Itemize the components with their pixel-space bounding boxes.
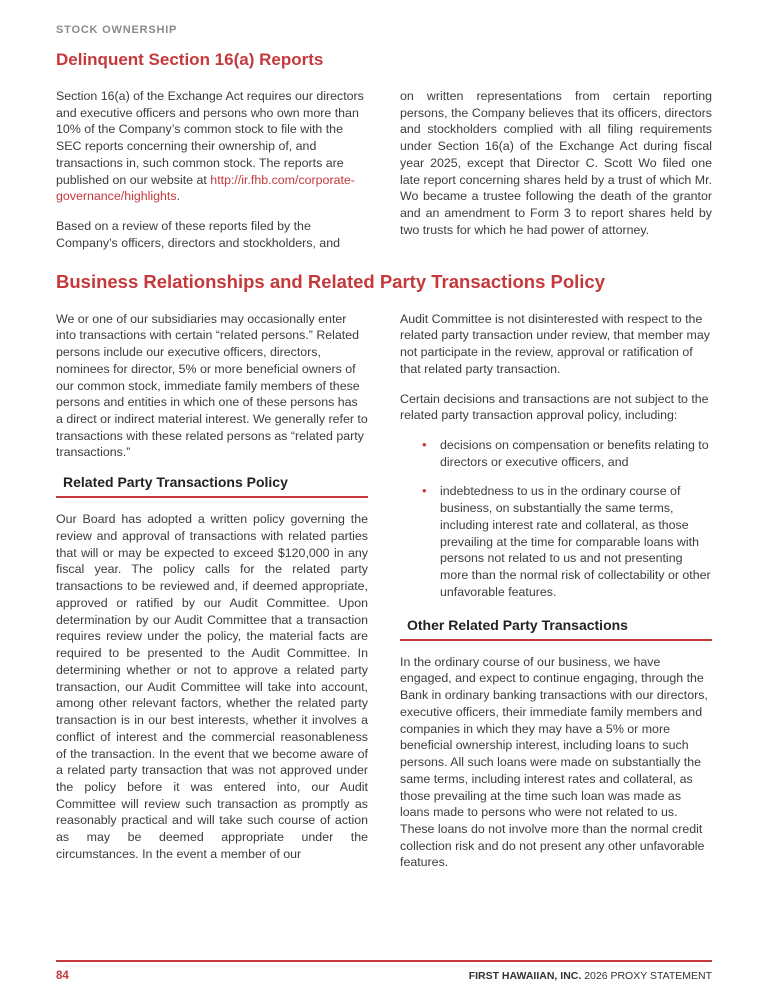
section16-paragraph-3: on written representations from certain reporting persons, the Company believes that its officers, directors and stockholders complied with all filing requirements under Section 16(a) of the Exchange Act during fiscal year 2025, except that Director C. Scott Wo filed one late report concerning shares held by a trust of which Mr. Wo became a trustee following the death of the grantor and an amendment to Form 3 to report shares held by two trusts for which he had power of attorney.	[400, 89, 712, 237]
exceptions-intro-paragraph: Certain decisions and transactions are not subject to the related party transaction approval policy, including:	[400, 391, 709, 423]
page-footer	[56, 960, 712, 982]
related-intro-paragraph: We or one of our subsidiaries may occasionally enter into transactions with certain “related persons.” Related persons include our executive officers, directors, nominees for director, 5% or more beneficial owners of our common stock, immediate family members of these persons and entities in which one of these persons has a direct or indirect material interest. We generally refer to transactions with these related persons as “related party transactions.”	[56, 311, 368, 460]
bullet-icon: •	[422, 437, 427, 453]
section16-paragraph-1-suffix: .	[176, 189, 181, 204]
audit-committee-paragraph: Audit Committee is not disinterested with respect to the related party transaction under review, that member may not participate in the review, approval or ratification of that related party transaction.	[400, 311, 710, 376]
exceptions-bullet-list	[400, 437, 712, 601]
other-related-party-paragraph: In the ordinary course of our business, we have engaged, and expect to continue engaging, through the Bank in ordinary banking transactions with our directors, executive officers, their immediate family members and companies in which they may have a 5% or more beneficial ownership interest, including loans to such persons. All such loans were made on substantially the same terms, including interest rates and collateral, as those prevailing at the time such loan was made as loans made to persons who were not related to us. These loans do not involve more than the normal credit collection risk and do not present any other unfavorable features.	[400, 654, 708, 870]
footer-document-title	[469, 970, 712, 982]
heading-business-relationships: Business Relationships and Related Party Transactions Policy	[56, 270, 606, 292]
bullet-icon: •	[422, 483, 427, 499]
section16-paragraph-2: Based on a review of these reports filed by the Company’s officers, directors and stockholders, and	[56, 219, 340, 250]
heading-delinquent-section-16a: Delinquent Section 16(a) Reports	[56, 50, 324, 69]
section-eyebrow: STOCK OWNERSHIP	[56, 24, 178, 36]
bullet-item-text: indebtedness to us in the ordinary course of business, on substantially the same terms, including interest rate and collateral, as those prevailing at the time for comparable loans with persons not related to us and not presenting more than the normal risk of collectability or other unfavorable features.	[440, 484, 711, 599]
section16-paragraph-1-text: Section 16(a) of the Exchange Act requires our directors and executive officers and persons who own more than 10% of the Company’s common stock to file with the SEC reports concerning their ownership of, and transactions in, such common stock. The reports are published on our website at	[56, 89, 364, 187]
footer-doc-name: 2026 PROXY STATEMENT	[581, 970, 712, 982]
related-right-column	[400, 311, 712, 885]
related-columns	[56, 311, 712, 885]
related-policy-paragraph: Our Board has adopted a written policy governing the review and approval of transactions with related parties that will or may be expected to exceed $120,000 in any fiscal year. The policy calls for the related party transactions to be reviewed and, if deemed appropriate, approved or ratified by our Audit Committee. Upon determination by our Audit Committee that a transaction requires review under the policy, the material facts are required to be presented to the Audit Committee. In determining whether or not to approve a related party transaction, our Audit Committee will take into account, among other relevant factors, whether the related party transaction is in our best interests, whether it involves a conflict of interest and the commercial reasonableness of the transaction. In the event that we become aware of a related party transaction that was not approved under the policy before it was entered into, our Audit Committee will review such transaction as promptly as reasonably practical and will take such course of action as may be deemed appropriate under the circumstances. In the event a member of our	[56, 512, 368, 861]
footer-company-name: FIRST HAWAIIAN, INC.	[468, 970, 582, 982]
page-number: 84	[56, 970, 69, 982]
section16-right-column	[400, 88, 712, 252]
section16-left-column	[56, 88, 368, 265]
section16-paragraph-1	[56, 88, 368, 205]
related-left-column	[56, 311, 368, 876]
bullet-item-compensation	[422, 437, 712, 470]
footer-divider	[56, 960, 712, 962]
subheading-other-related-party-transactions: Other Related Party Transactions	[400, 617, 712, 641]
subheading-related-party-transactions-policy: Related Party Transactions Policy	[56, 474, 368, 498]
section16-columns	[56, 88, 712, 265]
footer-row	[56, 970, 712, 982]
bullet-item-indebtedness	[422, 483, 712, 600]
bullet-item-text: decisions on compensation or benefits relating to directors or executive officers, and	[440, 438, 709, 469]
governance-highlights-link[interactable]: http://ir.fhb.com/corporate-governance/highlights	[56, 172, 355, 204]
